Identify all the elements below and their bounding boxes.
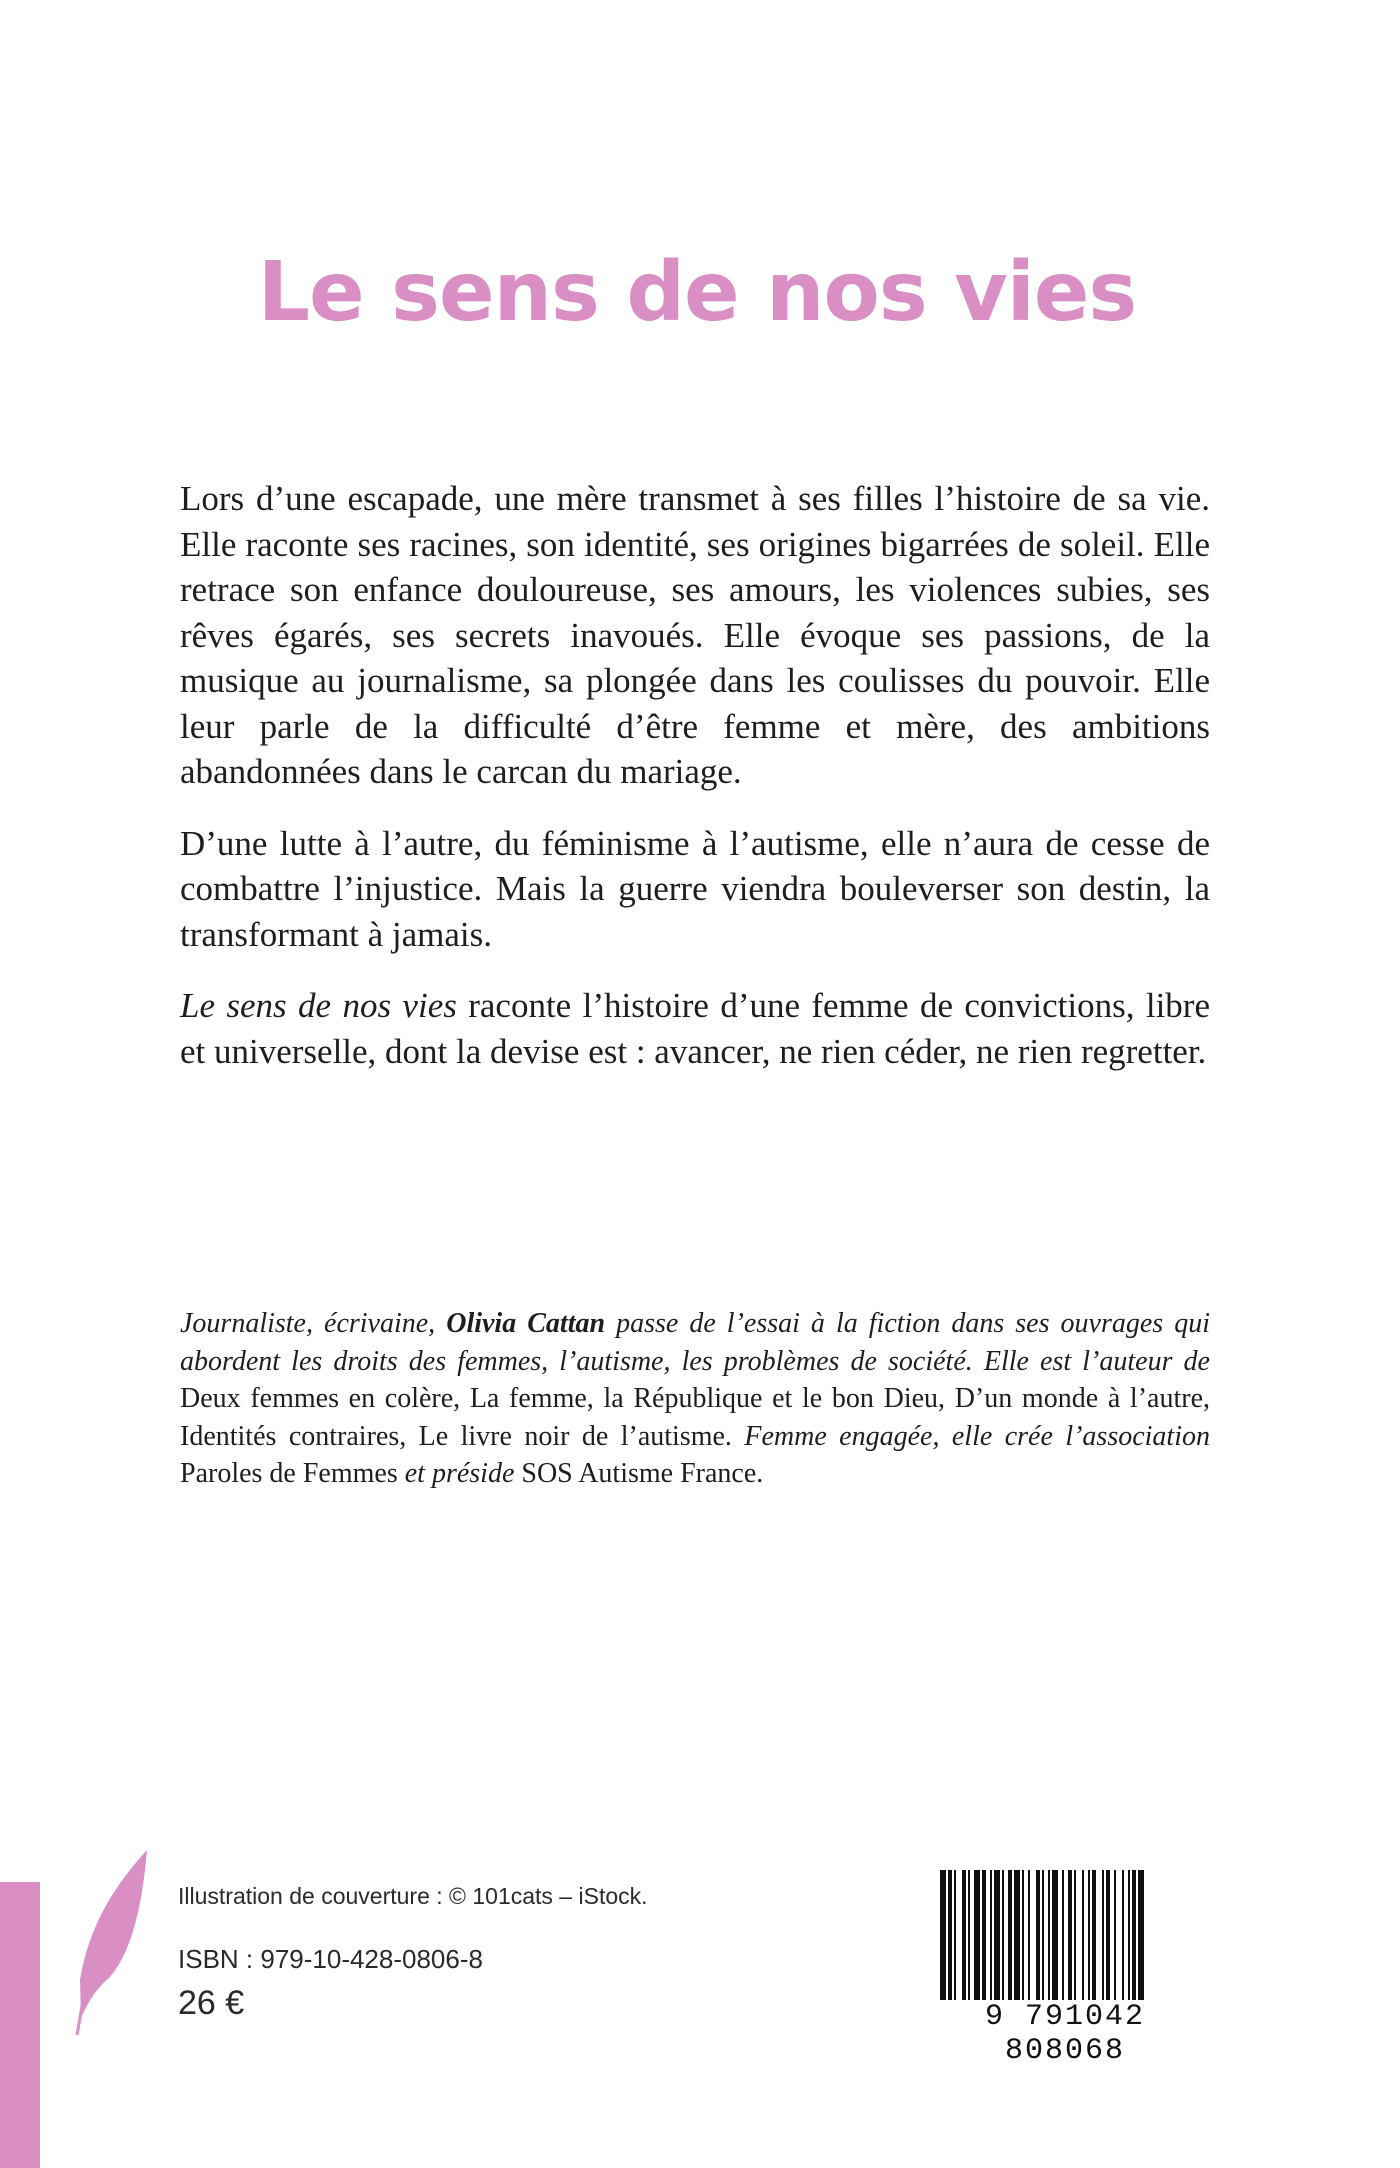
barcode-bar: [948, 1870, 952, 2010]
barcode-bar: [1092, 1870, 1096, 2010]
barcode-bar: [1014, 1870, 1020, 2010]
barcode-bar: [1132, 1870, 1136, 2010]
credits-block: [178, 1881, 648, 2023]
barcode-bar: [1122, 1870, 1124, 2010]
barcode-bar: [982, 1870, 986, 2010]
bio-text-2: Femme engagée, elle crée l’association: [731, 1420, 1210, 1452]
barcode-bar: [990, 1870, 992, 2010]
barcode-bar: [1052, 1870, 1058, 2010]
barcode-bar: [1048, 1870, 1050, 2010]
barcode: [920, 1870, 1210, 2068]
author-name: Olivia Cattan: [446, 1308, 606, 1339]
isbn: ISBN : 979-10-428-0806-8: [178, 1944, 483, 1974]
bio-text-1: passe de l’essai à la fiction dans ses ouvrages qui abordent les droits des femmes, l’autisme, les problèmes de société. Elle est l’auteur de: [180, 1308, 1210, 1377]
barcode-bar: [954, 1870, 956, 2010]
summary-paragraph-3-text: raconte l’histoire d’une femme de convictions, libre et universelle, dont la devise est : avancer, ne rien céder, ne rien regretter.: [180, 986, 1210, 1071]
barcode-bar: [1114, 1870, 1116, 2010]
barcode-bar: [1088, 1870, 1090, 2010]
barcode-bar: [1008, 1870, 1012, 2010]
barcode-bar: [1028, 1870, 1030, 2010]
barcode-bar: [1062, 1870, 1064, 2010]
bio-association-1: Paroles de Femmes: [180, 1458, 398, 1489]
summary-paragraph-1: Lors d’une escapade, une mère transmet à ses filles l’histoire de sa vie. Elle raconte ses racines, son identité, ses origines bigarrées de soleil. Elle retrace son enfance douloureuse, ses amours, les violences subies, ses rêves égarés, ses secrets inavoués. Elle évoque ses passions, de la musique au journalisme, sa plongée dans les coulisses du pouvoir. Elle leur parle de la difficulté d’être femme et mère, des ambitions abandonnées dans le carcan du mariage.: [180, 479, 1210, 791]
barcode-bar: [1042, 1870, 1044, 2010]
barcode-bar: [1128, 1870, 1130, 2010]
barcode-bar: [1074, 1870, 1076, 2010]
barcode-bar: [1002, 1870, 1004, 2010]
barcode-bar: [962, 1870, 966, 2010]
barcode-bar: [968, 1870, 970, 2010]
barcode-bar: [1138, 1870, 1144, 2010]
barcode-bar: [1082, 1870, 1084, 2010]
barcode-digits: 9 791042 808068: [920, 2000, 1210, 2068]
summary-book-title: Le sens de nos vies: [180, 986, 457, 1025]
barcode-bar: [994, 1870, 1000, 2010]
book-title: Le sens de nos vies: [257, 244, 1137, 340]
author-bio: [180, 1305, 1210, 1493]
bio-books: Deux femmes en colère, La femme, la République et le bon Dieu, D’un monde à l’autre, Identités contraires, Le livre noir de l’autisme.: [180, 1383, 1210, 1452]
bio-text-3: et préside: [397, 1458, 522, 1489]
barcode-bar: [1102, 1870, 1104, 2010]
barcode-bar: [1106, 1870, 1110, 2010]
barcode-bar: [1022, 1870, 1024, 2010]
illustration-credit: Illustration de couverture : © 101cats – iStock.: [178, 1883, 648, 1909]
barcode-bar: [1036, 1870, 1040, 2010]
accent-sidebar: [0, 1882, 40, 2168]
back-cover-summary: [180, 476, 1210, 1074]
barcode-bar: [974, 1870, 980, 2010]
price: 26 €: [178, 1984, 245, 2022]
summary-paragraph-2: D’une lutte à l’autre, du féminisme à l’autisme, elle n’aura de cesse de combattre l’injustice. Mais la guerre viendra bouleverser son destin, la transformant à jamais.: [180, 823, 1210, 954]
summary-paragraph-3: [180, 983, 1210, 1074]
bio-association-2: SOS Autisme France.: [521, 1458, 764, 1489]
feather-icon: [75, 1850, 155, 2035]
barcode-bars: [920, 1870, 1210, 2010]
barcode-bar: [1068, 1870, 1072, 2010]
bio-intro: Journaliste, écrivaine,: [180, 1308, 447, 1339]
barcode-bar: [940, 1870, 946, 2010]
